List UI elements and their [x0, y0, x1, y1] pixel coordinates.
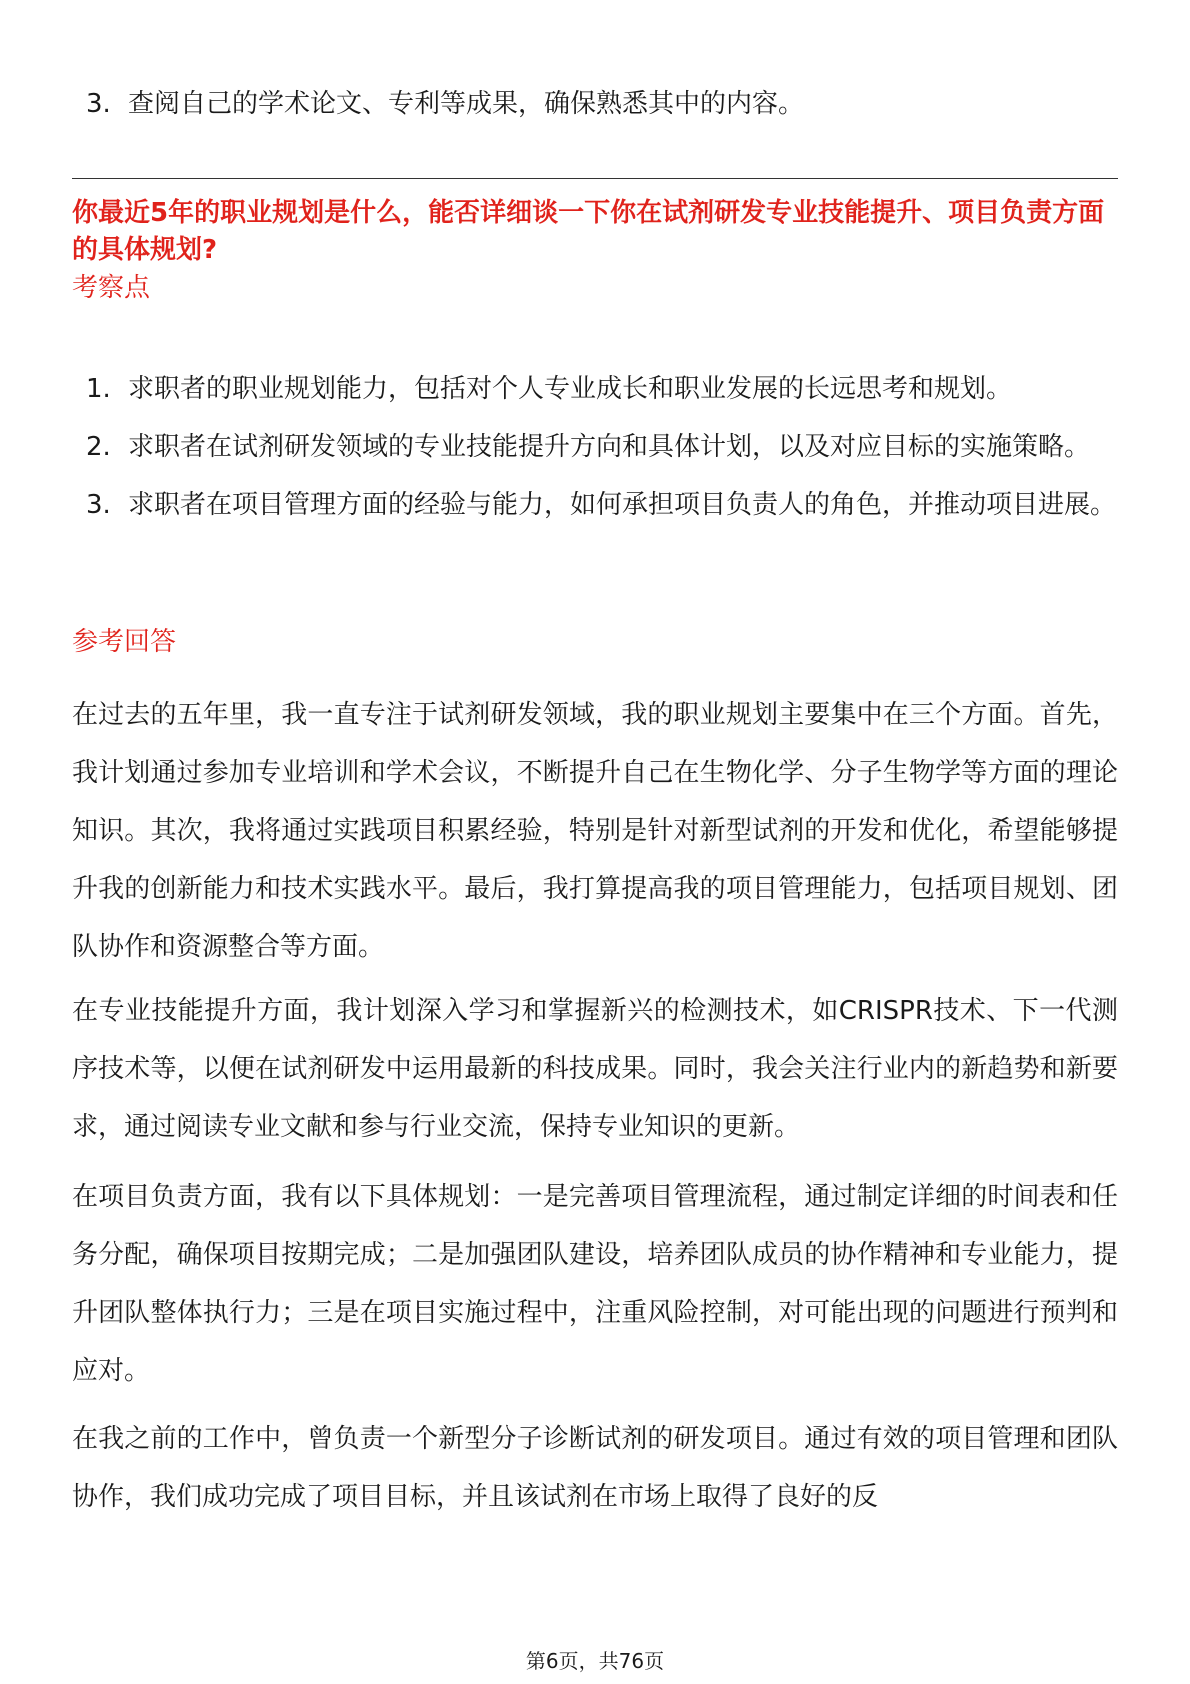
- list-item-text: 查阅自己的学术论文、专利等成果，确保熟悉其中的内容。: [128, 89, 805, 119]
- page-number-footer: 第6页，共76页: [525, 1649, 665, 1673]
- answer-paragraph: [72, 1168, 1118, 1400]
- list-item-number: 1.: [86, 374, 111, 404]
- list-item: [86, 75, 1116, 133]
- focus-heading: 考察点: [72, 273, 151, 303]
- answer-paragraph: [72, 686, 1118, 976]
- answer-paragraph-text: 在过去的五年里，我一直专注于试剂研发领域，我的职业规划主要集中在三个方面。首先，我计划通过参加专业培训和学术会议，不断提升自己在生物化学、分子生物学等方面的理论知识。其次，我将通过实践项目积累经验，特别是针对新型试剂的开发和优化，希望能够提升我的创新能力和技术实践水平。最后，我打算提高我的项目管理能力，包括项目规划、团队协作和资源整合等方面。: [72, 700, 1118, 962]
- list-item-number: 3.: [86, 490, 111, 520]
- list-item-number: 3.: [86, 89, 111, 119]
- interview-question: 你最近5年的职业规划是什么，能否详细谈一下你在试剂研发专业技能提升、项目负责方面的具体规划?: [72, 198, 1105, 265]
- answer-heading: 参考回答: [72, 627, 177, 657]
- list-item: [86, 360, 1118, 418]
- list-item-text: 求职者的职业规划能力，包括对个人专业成长和职业发展的长远思考和规划。: [128, 374, 1013, 404]
- answer-paragraph: [72, 982, 1118, 1156]
- section-divider: [72, 178, 1118, 179]
- answer-paragraph-text: 在项目负责方面，我有以下具体规划：一是完善项目管理流程，通过制定详细的时间表和任务分配，确保项目按期完成；二是加强团队建设，培养团队成员的协作精神和专业能力，提升团队整体执行力；三是在项目实施过程中，注重风险控制，对可能出现的问题进行预判和应对。: [72, 1182, 1118, 1386]
- prep-list-continued: [86, 75, 1116, 133]
- list-item-number: 2.: [86, 432, 111, 462]
- answer-paragraph-text: 在我之前的工作中，曾负责一个新型分子诊断试剂的研发项目。通过有效的项目管理和团队协作，我们成功完成了项目目标，并且该试剂在市场上取得了良好的反: [72, 1424, 1118, 1512]
- list-item: [86, 476, 1118, 534]
- list-item-text: 求职者在项目管理方面的经验与能力，如何承担项目负责人的角色，并推动项目进展。: [128, 490, 1117, 520]
- answer-paragraph-text: 在专业技能提升方面，我计划深入学习和掌握新兴的检测技术，如CRISPR技术、下一代测序技术等，以便在试剂研发中运用最新的科技成果。同时，我会关注行业内的新趋势和新要求，通过阅读专业文献和参与行业交流，保持专业知识的更新。: [72, 996, 1118, 1142]
- list-item-text: 求职者在试剂研发领域的专业技能提升方向和具体计划，以及对应目标的实施策略。: [128, 432, 1091, 462]
- list-item: [86, 418, 1118, 476]
- answer-paragraph: [72, 1410, 1118, 1526]
- focus-points-list: [86, 360, 1118, 534]
